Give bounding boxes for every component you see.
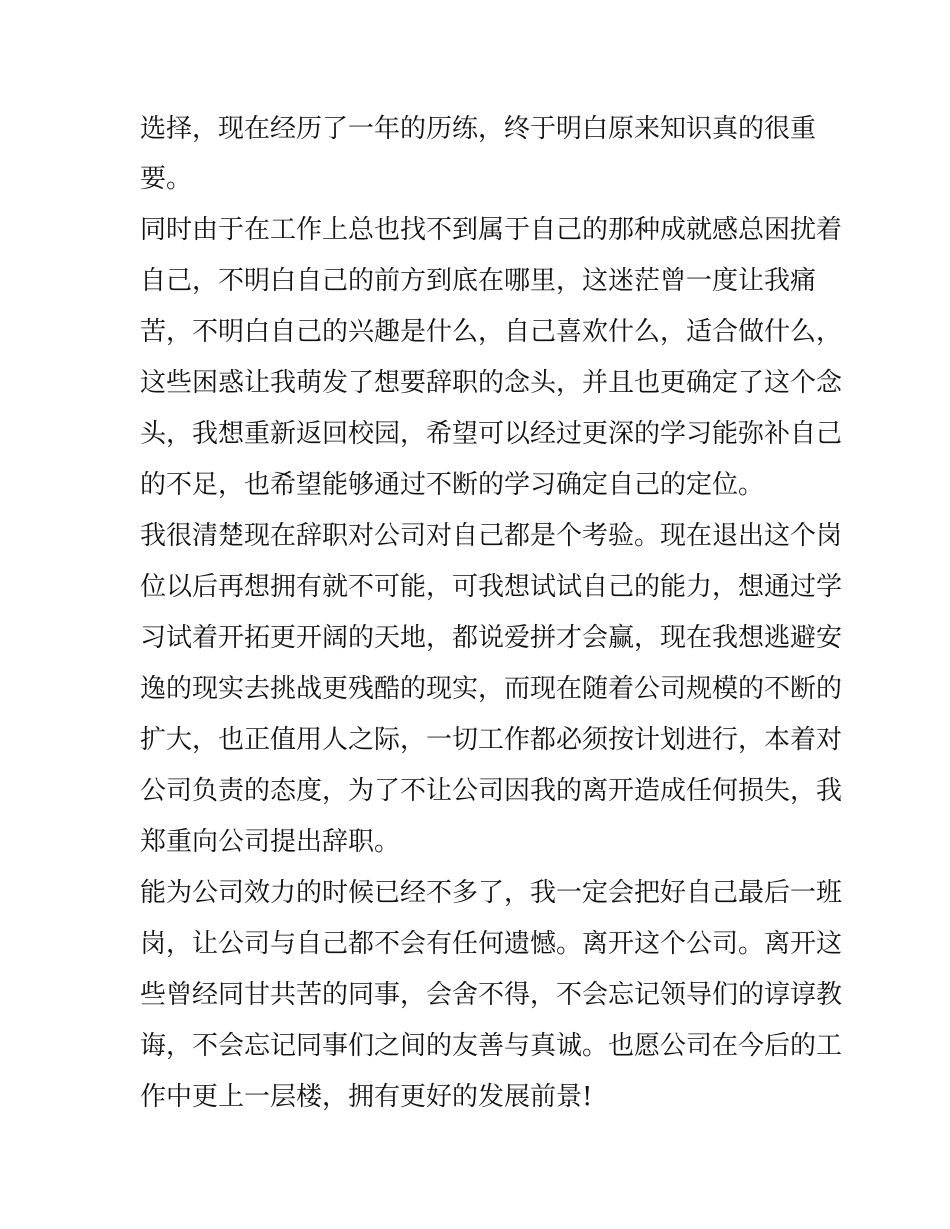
text-line: 这些困惑让我萌发了想要辞职的念头，并且也更确定了这个念	[140, 368, 843, 398]
text-line: 能为公司效力的时候已经不多了，我一定会把好自己最后一班	[140, 878, 843, 908]
text-line: 选择，现在经历了一年的历练，终于明白原来知识真的很重	[140, 114, 817, 144]
text-line: 苦，不明白自己的兴趣是什么，自己喜欢什么，适合做什么，	[140, 317, 843, 347]
text-line: 公司负责的态度，为了不让公司因我的离开造成任何损失，我	[140, 776, 843, 806]
text-line: 位以后再想拥有就不可能，可我想试试自己的能力，想通过学	[140, 572, 843, 602]
text-line: 习试着开拓更开阔的天地，都说爱拼才会赢，现在我想逃避安	[140, 623, 843, 653]
text-line: 头，我想重新返回校园，希望可以经过更深的学习能弥补自己	[140, 419, 843, 449]
text-line: 诲，不会忘记同事们之间的友善与真诚。也愿公司在今后的工	[140, 1031, 843, 1061]
text-line: 郑重向公司提出辞职。	[140, 827, 401, 857]
text-line: 要。	[140, 164, 193, 194]
text-line: 自己，不明白自己的前方到底在哪里，这迷茫曾一度让我痛	[140, 266, 817, 296]
text-line: 同时由于在工作上总也找不到属于自己的那种成就感总困扰着	[140, 215, 843, 245]
text-line: 些曾经同甘共苦的同事，会舍不得，不会忘记领导们的谆谆教	[140, 980, 843, 1010]
text-line: 扩大，也正值用人之际，一切工作都必须按计划进行，本着对	[140, 725, 843, 755]
text-line: 作中更上一层楼，拥有更好的发展前景!	[140, 1082, 593, 1112]
text-line: 岗，让公司与自己都不会有任何遗憾。离开这个公司。离开这	[140, 929, 843, 959]
text-line: 的不足，也希望能够通过不断的学习确定自己的定位。	[140, 470, 765, 500]
text-line: 我很清楚现在辞职对公司对自己都是个考验。现在退出这个岗	[140, 521, 843, 551]
text-line: 逸的现实去挑战更残酷的现实，而现在随着公司规模的不断的	[140, 674, 843, 704]
